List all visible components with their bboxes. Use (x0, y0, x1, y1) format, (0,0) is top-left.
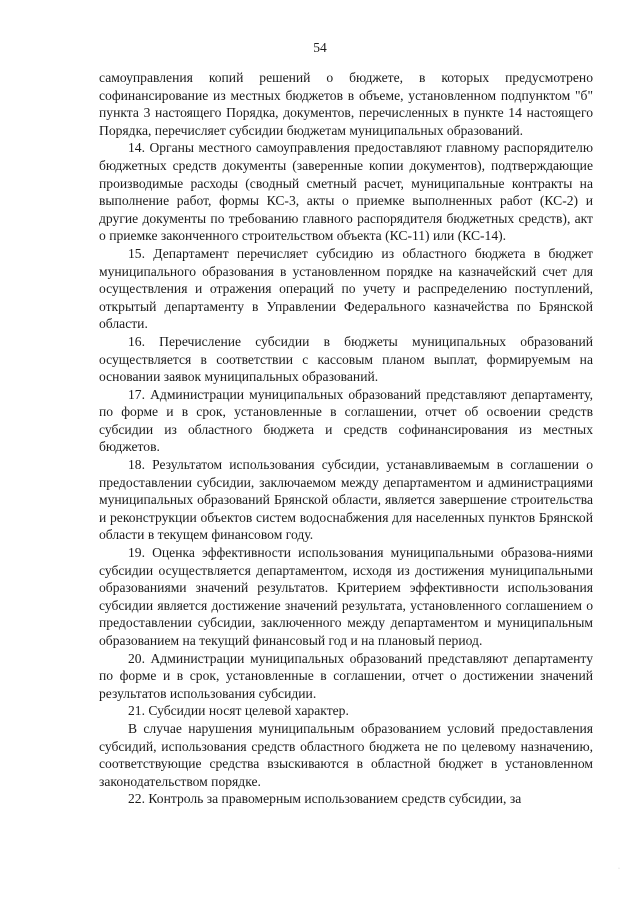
paragraph-22: 22. Контроль за правомерным использованием средств субсидии, за (128, 791, 522, 807)
paragraph-21: 21. Субсидии носят целевой характер. (128, 703, 349, 719)
paragraph-continuation: самоуправления копий решений о бюджете, в которых предусмотрено софинансирование из местных бюджетов в объеме, установленном подпунктом "б" пункта 3 настоящего Порядка, документов, перечисленных в пункте 14 настоящего Порядка, перечисляет субсидии бюджетам муниципальных образований. (99, 70, 593, 138)
paragraph-16: 16. Перечисление субсидии в бюджеты муниципальных образований осуществляется в соответствии с кассовым планом выплат, формируемым на основании заявок муниципальных образований. (99, 333, 593, 385)
paragraph-15: 15. Департамент перечисляет субсидию из областного бюджета в бюджет муниципального образования в установленном порядке на казначейский счет для осуществления и отражения операций по учету и распределению поступлений, открытый департаменту в Управлении Федерального казначейства по Брянской области. (99, 245, 593, 332)
paragraph-20: 20. Администрации муниципальных образований представляют департаменту по форме и в срок, установленные в соглашении, отчет о достижении значений результатов использования субсидии. (99, 650, 593, 701)
paragraph-19: 19. Оценка эффективности использования муниципальными образова-ниями субсидии осуществляется департаментом, исходя из достижения муниципальными образованиями значений результатов. Критерием эффективности использования субсидии является достижение значений результата, установленного соглашением о предоставлении субсидии, заключенного между департаментом и муниципальным образованием на текущий финансовый год и на плановый период. (99, 545, 593, 648)
paragraph-21-case: В случае нарушения муниципальным образованием условий предоставления субсидий, использования средств областного бюджета не по целевому назначению, соответствующие средства взыскиваются в областной бюджет в установленном законодательством порядке. (99, 720, 593, 789)
paragraph-17: 17. Администрации муниципальных образований представляют департаменту, по форме и в срок, установленные в соглашении, отчет об освоении средств субсидии из областного бюджета и средств софинансирования из местных бюджетов. (99, 386, 593, 455)
page-number: 54 (313, 40, 327, 55)
paragraph-14: 14. Органы местного самоуправления предоставляют главному распорядителю бюджетных средств документы (заверенные копии документов), подтверждающие производимые расходы (сводный сметный расчет, муниципальные контракты на выполнение работ, формы КС-3, акты о приемке выполненных работ (КС-2) и другие документы по требованию главного распорядителя бюджетных средств), акт о приемке законченного строительством объекта (КС-11) или (КС-14). (99, 140, 593, 244)
paragraph-18: 18. Результатом использования субсидии, устанавливаемым в соглашении о предоставлении субсидии, заключаемом между департаментом и администрациями муниципальных образований Брянской области, является завершение строительства и реконструкции объектов систем водоснабжения для населенных пунктов Брянской области в текущем финансовом году. (99, 457, 593, 543)
scan-artifact-dot: · (618, 866, 620, 872)
document-body (99, 69, 593, 808)
